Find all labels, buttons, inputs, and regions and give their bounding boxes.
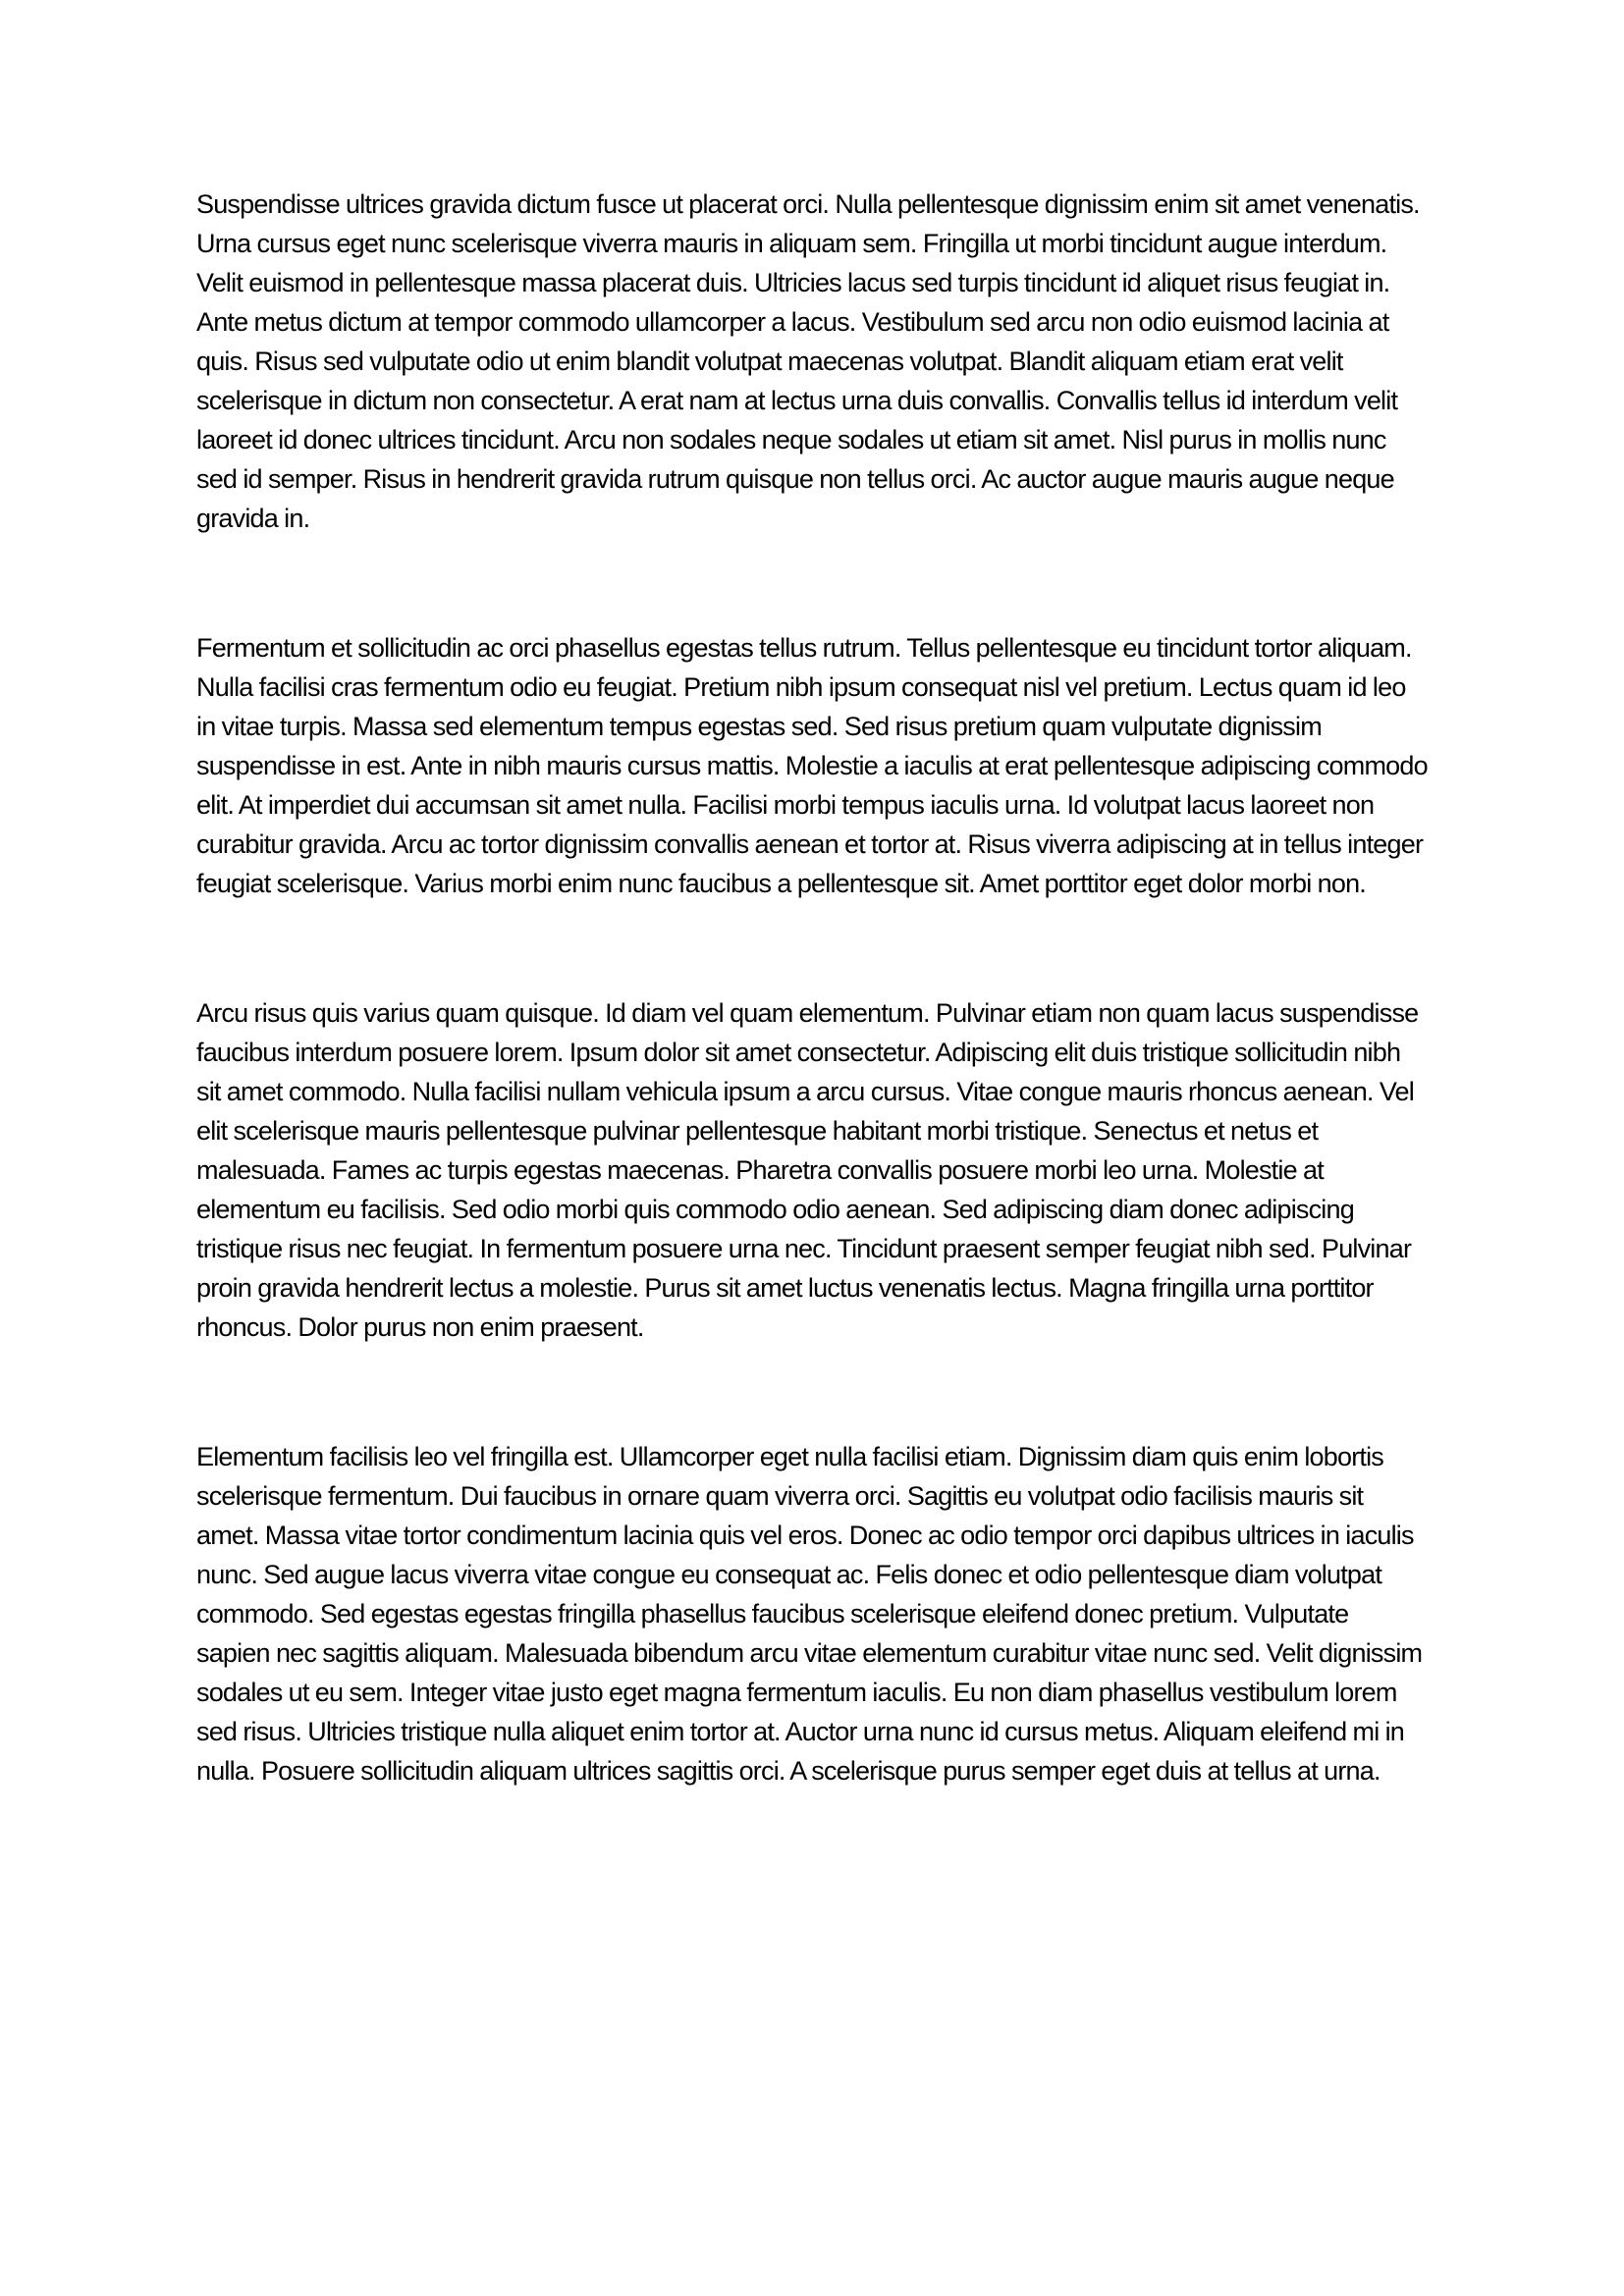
paragraph-4: Elementum facilisis leo vel fringilla est. Ullamcorper eget nulla facilisi etiam. Dignissim diam quis enim lobortis scelerisque fermentum. Dui faucibus in ornare quam viverra orci. Sagittis eu volutpat odio facilisis mauris sit amet. Massa vitae tortor condimentum lacinia quis vel eros. Donec ac odio tempor orci dapibus ultrices in iaculis nunc. Sed augue lacus viverra vitae congue eu consequat ac. Felis donec et odio pellentesque diam volutpat commodo. Sed egestas egestas fringilla phasellus faucibus scelerisque eleifend donec pretium. Vulputate sapien nec sagittis aliquam. Malesuada bibendum arcu vitae elementum curabitur vitae nunc sed. Velit dignissim sodales ut eu sem. Integer vitae justo eget magna fermentum iaculis. Eu non diam phasellus vestibulum lorem sed risus. Ultricies tristique nulla aliquet enim tortor at. Auctor urna nunc id cursus metus. Aliquam eleifend mi in nulla. Posuere sollicitudin aliquam ultrices sagittis orci. A scelerisque purus semper eget duis at tellus at urna.	[196, 1442, 1423, 1786]
paragraph-1: Suspendisse ultrices gravida dictum fusce ut placerat orci. Nulla pellentesque dignissim enim sit amet venenatis. Urna cursus eget nunc scelerisque viverra mauris in aliquam sem. Fringilla ut morbi tincidunt augue interdum. Velit euismod in pellentesque massa placerat duis. Ultricies lacus sed turpis tincidunt id aliquet risus feugiat in. Ante metus dictum at tempor commodo ullamcorper a lacus. Vestibulum sed arcu non odio euismod lacinia at quis. Risus sed vulputate odio ut enim blandit volutpat maecenas volutpat. Blandit aliquam etiam erat velit scelerisque in dictum non consectetur. A erat nam at lectus urna duis convallis. Convallis tellus id interdum velit laoreet id donec ultrices tincidunt. Arcu non sodales neque sodales ut etiam sit amet. Nisl purus in mollis nunc sed id semper. Risus in hendrerit gravida rutrum quisque non tellus orci. Ac auctor augue mauris augue neque gravida in.	[196, 189, 1420, 533]
paragraph-3: Arcu risus quis varius quam quisque. Id diam vel quam elementum. Pulvinar etiam non quam lacus suspendisse faucibus interdum posuere lorem. Ipsum dolor sit amet consectetur. Adipiscing elit duis tristique sollicitudin nibh sit amet commodo. Nulla facilisi nullam vehicula ipsum a arcu cursus. Vitae congue mauris rhoncus aenean. Vel elit scelerisque mauris pellentesque pulvinar pellentesque habitant morbi tristique. Senectus et netus et malesuada. Fames ac turpis egestas maecenas. Pharetra convallis posuere morbi leo urna. Molestie at elementum eu facilisis. Sed odio morbi quis commodo odio aenean. Sed adipiscing diam donec adipiscing tristique risus nec feugiat. In fermentum posuere urna nec. Tincidunt praesent semper feugiat nibh sed. Pulvinar proin gravida hendrerit lectus a molestie. Purus sit amet luctus venenatis lectus. Magna fringilla urna porttitor rhoncus. Dolor purus non enim praesent.	[196, 998, 1419, 1342]
paragraph-2: Fermentum et sollicitudin ac orci phasellus egestas tellus rutrum. Tellus pellentesque eu tincidunt tortor aliquam. Nulla facilisi cras fermentum odio eu feugiat. Pretium nibh ipsum consequat nisl vel pretium. Lectus quam id leo in vitae turpis. Massa sed elementum tempus egestas sed. Sed risus pretium quam vulputate dignissim suspendisse in est. Ante in nibh mauris cursus mattis. Molestie a iaculis at erat pellentesque adipiscing commodo elit. At imperdiet dui accumsan sit amet nulla. Facilisi morbi tempus iaculis urna. Id volutpat lacus laoreet non curabitur gravida. Arcu ac tortor dignissim convallis aenean et tortor at. Risus viverra adipiscing at in tellus integer feugiat scelerisque. Varius morbi enim nunc faucibus a pellentesque sit. Amet porttitor eget dolor morbi non.	[196, 633, 1428, 898]
